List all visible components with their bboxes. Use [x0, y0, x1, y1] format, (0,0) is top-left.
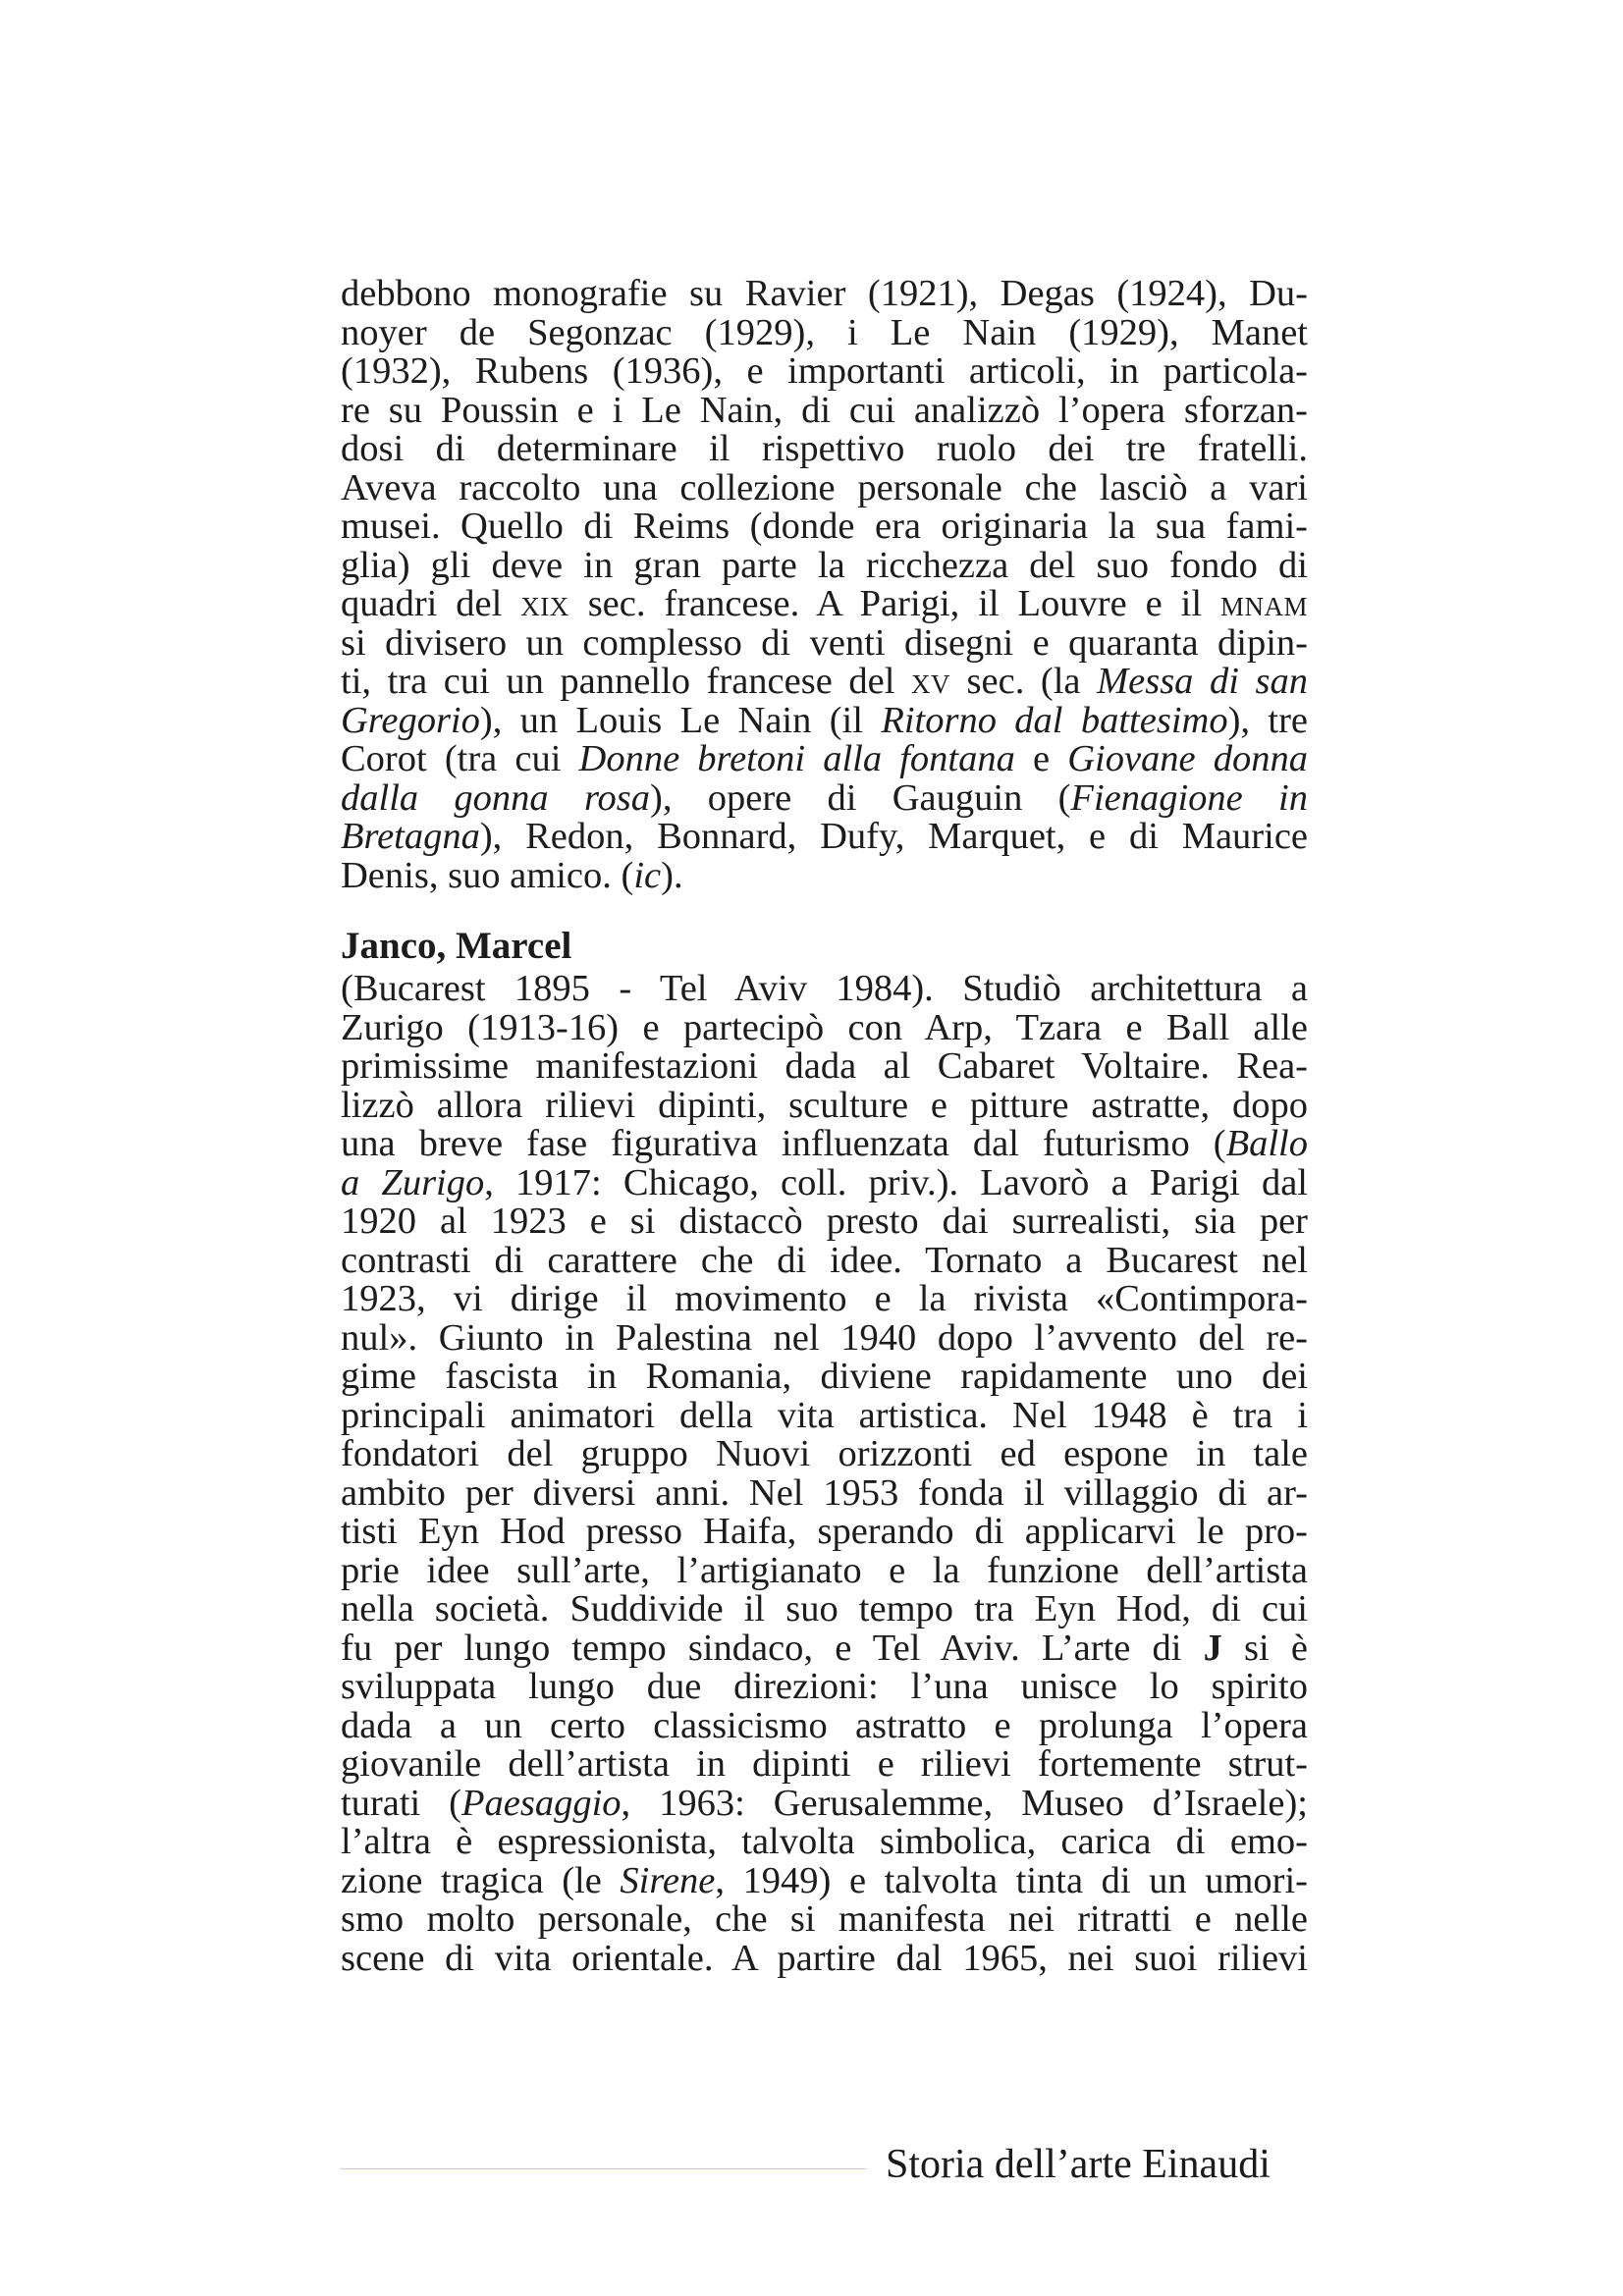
text-line: gime fascista in Romania, diviene rapidamente uno dei: [341, 1356, 1308, 1397]
text-line: dalla gonna rosa), opere di Gauguin (Fienagione in: [341, 776, 1308, 819]
text-line: giovanile dell’artista in dipinti e rilievi fortemente strut-: [341, 1743, 1308, 1785]
artwork-title: Bretagna: [341, 816, 480, 857]
text-line: (Bucarest 1895 - Tel Aviv 1984). Studiò architettura a: [341, 968, 1308, 1009]
text-line: turati (Paesaggio, 1963: Gerusalemme, Museo d’Israele);: [341, 1782, 1308, 1824]
century-numeral: xv: [910, 661, 950, 702]
artwork-title: Ritorno dal battesimo: [881, 699, 1228, 741]
text-line: scene di vita orientale. A partire dal 1965, nei suoi rilievi: [341, 1937, 1308, 1979]
text-line: Zurigo (1913-16) e partecipò con Arp, Tzara e Ball alle: [341, 1006, 1308, 1048]
entry-initial: J: [1203, 1627, 1222, 1669]
text-line: fondatori del gruppo Nuovi orizzonti ed espone in tale: [341, 1433, 1308, 1474]
text-line: principali animatori della vita artistica. Nel 1948 è tra i: [341, 1394, 1308, 1436]
artwork-title: Messa di san: [1097, 661, 1308, 702]
text-line: debbono monografie su Ravier (1921), Degas (1924), Du-: [341, 273, 1308, 314]
text-line: l’altra è espressionista, talvolta simbolica, carica di emo-: [341, 1821, 1308, 1862]
text-line: glia) gli deve in gran parte la ricchezza del suo fondo di: [341, 544, 1308, 586]
text-line: una breve fase figurativa influenzata dal futurismo (Ballo: [341, 1123, 1308, 1164]
text-line: lizzò allora rilievi dipinti, sculture e pitture astratte, dopo: [341, 1084, 1308, 1126]
text-line: dada a un certo classicismo astratto e prolunga l’opera: [341, 1704, 1308, 1746]
century-numeral: xix: [520, 583, 569, 624]
text-line: 1920 al 1923 e si distaccò presto dai surrealisti, sia per: [341, 1201, 1308, 1242]
text-line: Gregorio), un Louis Le Nain (il Ritorno dal battesimo), tre: [341, 699, 1308, 741]
artwork-title: Ballo: [1225, 1123, 1308, 1164]
artwork-title: a Zurigo: [341, 1161, 485, 1203]
text-column: [341, 275, 1308, 1978]
text-line: quadri del xix sec. francese. A Parigi, il Louvre e il mnam: [341, 583, 1308, 624]
author-initials: ic: [633, 854, 662, 896]
artwork-title: Paesaggio: [461, 1782, 622, 1824]
text-line: Bretagna), Redon, Bonnard, Dufy, Marquet, e di Maurice: [341, 816, 1308, 857]
text-line: dosi di determinare il rispettivo ruolo dei tre fratelli.: [341, 428, 1308, 469]
text-line: 1923, vi dirige il movimento e la rivista «Contimpora-: [341, 1278, 1308, 1319]
entry-title: Janco, Marcel: [341, 925, 572, 967]
text-line: (1932), Rubens (1936), e importanti articoli, in particola-: [341, 350, 1308, 392]
text-line: Denis, suo amico. (ic).: [341, 854, 683, 896]
text-line: zione tragica (le Sirene, 1949) e talvolta tinta di un umori-: [341, 1859, 1308, 1901]
text-line: primissime manifestazioni dada al Cabaret Voltaire. Rea-: [341, 1045, 1308, 1087]
text-line: noyer de Segonzac (1929), i Le Nain (1929), Manet: [341, 311, 1308, 353]
artwork-title: Donne bretoni alla fontana: [578, 738, 1015, 779]
text-line: ti, tra cui un pannello francese del xv sec. (la Messa di san: [341, 661, 1308, 702]
intro-paragraph: [341, 275, 1308, 895]
text-line: si divisero un complesso di venti disegni e quaranta dipin-: [341, 621, 1308, 664]
text-line: a Zurigo, 1917: Chicago, coll. priv.). Lavorò a Parigi dal: [341, 1161, 1308, 1203]
text-line: musei. Quello di Reims (donde era originaria la sua fami-: [341, 506, 1308, 547]
artwork-title: Sirene: [620, 1859, 716, 1901]
text-line: nul». Giunto in Palestina nel 1940 dopo l’avvento del re-: [341, 1316, 1308, 1359]
text-line: Aveva raccolto una collezione personale che lasciò a vari: [341, 466, 1308, 508]
text-line: re su Poussin e i Le Nain, di cui analizzò l’opera sforzan-: [341, 389, 1308, 431]
entry-paragraph: [341, 970, 1308, 1978]
text-line: prie idee sull’arte, l’artigianato e la funzione dell’artista: [341, 1549, 1308, 1591]
text-line: contrasti di carattere che di idee. Tornato a Bucarest nel: [341, 1239, 1308, 1281]
artwork-title: Giovane donna: [1067, 738, 1308, 779]
museum-acronym: mnam: [1219, 583, 1308, 624]
text-line: fu per lungo tempo sindaco, e Tel Aviv. L’arte di J si è: [341, 1627, 1308, 1669]
footer-publication-title: Storia dell’arte Einaudi: [886, 2142, 1271, 2187]
text-line: tisti Eyn Hod presso Haifa, sperando di applicarvi le pro-: [341, 1511, 1308, 1552]
text-line: sviluppata lungo due direzioni: l’una unisce lo spirito: [341, 1666, 1308, 1707]
text-line: nella società. Suddivide il suo tempo tra Eyn Hod, di cui: [341, 1588, 1308, 1629]
artwork-title: Fienagione in: [1070, 776, 1308, 819]
footer-rule: [341, 2168, 866, 2169]
text-line: ambito per diversi anni. Nel 1953 fonda il villaggio di ar-: [341, 1471, 1308, 1514]
text-line: smo molto personale, che si manifesta nei ritratti e nelle: [341, 1898, 1308, 1940]
artwork-title: Gregorio: [341, 699, 480, 741]
text-line: Corot (tra cui Donne bretoni alla fontana e Giovane donna: [341, 738, 1308, 779]
artwork-title: dalla gonna rosa: [341, 776, 650, 819]
